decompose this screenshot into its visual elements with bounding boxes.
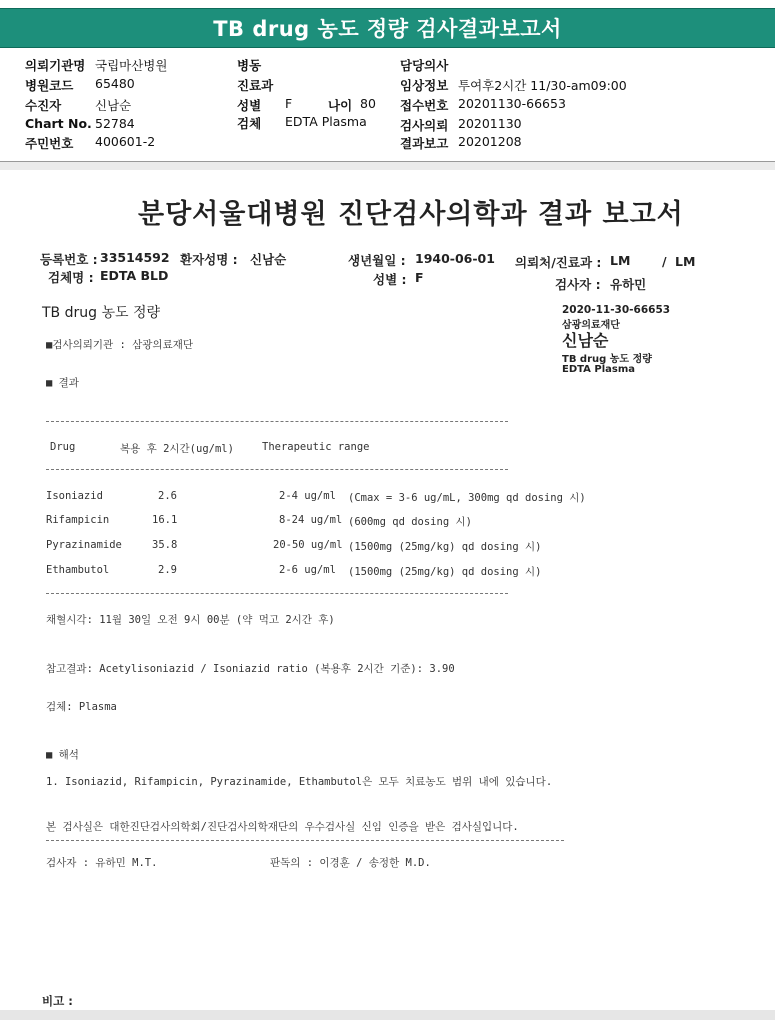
report-date-label: 결과보고	[400, 136, 449, 151]
specimen-name-value: EDTA BLD	[100, 268, 169, 283]
table-header-rule	[46, 469, 508, 470]
row-range: 8-24 ug/ml	[279, 514, 343, 526]
stamp-line-5: EDTA Plasma	[562, 364, 636, 375]
resident-no-label: 주민번호	[25, 136, 74, 151]
sex-label: 성별	[237, 98, 262, 113]
request-date-value: 20201130	[458, 116, 522, 131]
reader-signature: 판독의 : 이경훈 / 송정한 M.D.	[270, 857, 431, 869]
chart-no-value: 52784	[95, 116, 135, 131]
interpretation-heading: ■ 해석	[46, 749, 79, 761]
row-drug: Ethambutol	[46, 564, 110, 576]
stamp-line-4: TB drug 농도 정량	[562, 354, 652, 365]
reg-label: 등록번호 :	[40, 252, 98, 267]
report-tester-value: 유하민	[610, 277, 647, 292]
row-drug: Rifampicin	[46, 514, 110, 526]
table-top-rule	[46, 421, 508, 422]
receipt-no-label: 접수번호	[400, 98, 449, 113]
certification-text: 본 검사실은 대한진단검사의학회/진단검사의학재단의 우수검사실 신임 인증을 받은 검사실입니다.	[46, 821, 519, 833]
age-value: 80	[360, 96, 376, 111]
row-note: (1500mg (25mg/kg) qd dosing 시)	[348, 541, 542, 553]
report-date-value: 20201208	[458, 134, 522, 149]
resident-no-value: 400601-2	[95, 134, 156, 149]
name-label: 환자성명 :	[180, 252, 238, 267]
sex-value: F	[285, 96, 293, 111]
stamp-line-2: 삼광의료재단	[562, 320, 620, 331]
hospital-code-label: 병원코드	[25, 78, 74, 93]
dept-value-2: LM	[675, 254, 696, 269]
stamp-line-3: 신남순	[562, 331, 609, 350]
specimen-label: 검체	[237, 116, 262, 131]
dept-sep: /	[662, 254, 667, 269]
department-label: 진료과	[237, 78, 274, 93]
banner-title: TB drug 농도 정량 검사결과보고서	[213, 17, 562, 41]
dept-value-1: LM	[610, 253, 631, 268]
hospital-code-value: 65480	[95, 76, 135, 91]
row-note: (Cmax = 3-6 ug/mL, 300mg qd dosing 시)	[348, 492, 586, 504]
doctor-label: 담당의사	[400, 58, 449, 73]
clinical-info-label: 임상정보	[400, 78, 449, 93]
row-range: 2-6 ug/ml	[279, 564, 336, 576]
row-value: 2.6	[158, 490, 177, 502]
row-range: 20-50 ug/ml	[273, 539, 343, 551]
row-note: (600mg qd dosing 시)	[348, 516, 472, 528]
row-drug: Pyrazinamide	[46, 539, 122, 551]
report-sex-value: F	[415, 270, 424, 285]
dob-value: 1940-06-01	[415, 251, 495, 266]
report-banner	[0, 8, 775, 48]
stamp-line-1: 2020-11-30-66653	[562, 304, 671, 316]
result-heading: ■ 결과	[46, 377, 79, 389]
row-range: 2-4 ug/ml	[279, 490, 336, 502]
reg-value: 33514592	[100, 250, 170, 265]
institution-value: 국립마산병원	[95, 58, 168, 73]
patient-label: 수진자	[25, 98, 62, 113]
age-label: 나이	[328, 98, 353, 113]
report-tester-label: 검사자 :	[555, 277, 601, 292]
th-range: Therapeutic range	[262, 441, 370, 453]
chart-no-label: Chart No.	[25, 116, 92, 131]
th-drug: Drug	[50, 441, 76, 453]
institution-label: 의뢰기관명	[25, 58, 86, 73]
test-name: TB drug 농도 정량	[42, 305, 161, 321]
institution-line: ■검사의뢰기관 : 삼광의료재단	[46, 339, 194, 351]
patient-value: 신남순	[95, 98, 132, 113]
clinical-info-value: 투여후2시간 11/30-am09:00	[458, 78, 627, 93]
ward-label: 병동	[237, 58, 262, 73]
signature-rule	[46, 840, 564, 841]
row-value: 16.1	[152, 514, 178, 526]
specimen-name-label: 검체명 :	[48, 270, 94, 285]
row-value: 35.8	[152, 539, 178, 551]
row-value: 2.9	[158, 564, 177, 576]
receipt-no-value: 20201130-66653	[458, 96, 566, 111]
footer-band	[0, 1010, 775, 1020]
specimen-value: EDTA Plasma	[285, 114, 367, 129]
header-divider	[0, 161, 775, 170]
specimen-line: 검체: Plasma	[46, 701, 117, 713]
name-value: 신남순	[250, 252, 287, 267]
th-dose: 복용 후 2시간(ug/ml)	[120, 443, 234, 455]
report-sex-label: 성별 :	[373, 272, 407, 287]
collection-time: 채혈시각: 11월 30일 오전 9시 00분 (약 먹고 2시간 후)	[46, 614, 335, 626]
reference-result: 참고결과: Acetylisoniazid / Isoniazid ratio (복용후 2시간 기준): 3.90	[46, 663, 455, 675]
interpretation-text: 1. Isoniazid, Rifampicin, Pyrazinamide, Ethambutol은 모두 치료농도 범위 내에 있습니다.	[46, 776, 553, 788]
row-note: (1500mg (25mg/kg) qd dosing 시)	[348, 566, 542, 578]
dept-label: 의뢰처/진료과 :	[515, 255, 602, 270]
table-bottom-rule	[46, 593, 508, 594]
row-drug: Isoniazid	[46, 490, 103, 502]
tester-signature: 검사자 : 유하민 M.T.	[46, 857, 158, 869]
dob-label: 생년월일 :	[348, 253, 406, 268]
report-title: 분당서울대병원 진단검사의학과 결과 보고서	[138, 199, 684, 230]
request-date-label: 검사의뢰	[400, 118, 449, 133]
remarks-label: 비고 :	[42, 994, 73, 1008]
